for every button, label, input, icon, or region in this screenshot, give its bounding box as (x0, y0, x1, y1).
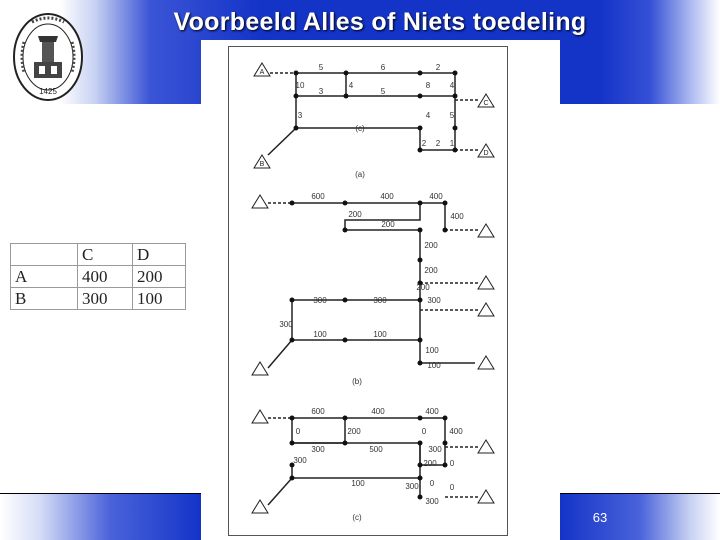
svg-text:4: 4 (425, 111, 431, 120)
panel-b-caption: (b) (352, 377, 362, 386)
svg-text:100: 100 (373, 330, 387, 339)
svg-text:300: 300 (279, 320, 293, 329)
svg-text:300: 300 (425, 497, 439, 506)
svg-text:3: 3 (297, 111, 303, 120)
svg-text:D: D (483, 150, 489, 157)
svg-text:4: 4 (449, 81, 455, 90)
svg-text:200: 200 (423, 459, 437, 468)
svg-text:0: 0 (449, 483, 455, 492)
svg-text:A: A (259, 69, 265, 76)
panel-c-caption: (c) (352, 513, 362, 522)
svg-text:200: 200 (424, 266, 438, 275)
svg-text:100: 100 (351, 479, 365, 488)
svg-text:400: 400 (425, 407, 439, 416)
svg-text:300: 300 (293, 456, 307, 465)
svg-text:300: 300 (311, 445, 325, 454)
svg-text:200: 200 (416, 283, 430, 292)
svg-text:400: 400 (429, 192, 443, 201)
svg-text:300: 300 (405, 482, 419, 491)
svg-text:0: 0 (449, 459, 455, 468)
svg-text:400: 400 (449, 427, 463, 436)
svg-text:5: 5 (318, 63, 324, 72)
panel-a-caption: (a) (355, 170, 365, 179)
table-cell (11, 244, 78, 266)
svg-text:B: B (259, 161, 265, 168)
university-seal-logo (12, 12, 84, 102)
svg-text:600: 600 (311, 192, 325, 201)
svg-text:8: 8 (425, 81, 431, 90)
table-cell: A (11, 266, 78, 288)
network-figure (201, 40, 560, 540)
table-cell: 400 (78, 266, 133, 288)
svg-text:(c): (c) (355, 124, 365, 133)
svg-text:600: 600 (311, 407, 325, 416)
slide-title: Voorbeeld Alles of Niets toedeling (173, 8, 587, 36)
svg-text:1: 1 (449, 139, 455, 148)
svg-text:C: C (483, 100, 489, 107)
svg-text:2: 2 (421, 139, 427, 148)
svg-text:0: 0 (295, 427, 301, 436)
svg-text:100: 100 (313, 330, 327, 339)
table-cell: B (11, 288, 78, 310)
svg-text:300: 300 (313, 296, 327, 305)
svg-text:5: 5 (380, 87, 386, 96)
slide-number: 63 (592, 510, 608, 525)
svg-text:100: 100 (427, 361, 441, 370)
svg-text:500: 500 (369, 445, 383, 454)
svg-text:300: 300 (373, 296, 387, 305)
table-cell: D (133, 244, 186, 266)
od-demand-table (10, 243, 186, 310)
svg-text:400: 400 (380, 192, 394, 201)
svg-text:200: 200 (347, 427, 361, 436)
svg-text:6: 6 (380, 63, 386, 72)
svg-text:200: 200 (424, 241, 438, 250)
table-cell: 200 (133, 266, 186, 288)
svg-text:1425: 1425 (39, 87, 57, 96)
svg-text:4: 4 (348, 81, 354, 90)
svg-text:300: 300 (427, 296, 441, 305)
svg-text:2: 2 (435, 63, 441, 72)
svg-text:200: 200 (381, 220, 395, 229)
table-cell: 300 (78, 288, 133, 310)
svg-text:100: 100 (425, 346, 439, 355)
svg-text:200: 200 (348, 210, 362, 219)
table-row (11, 244, 186, 266)
svg-text:400: 400 (371, 407, 385, 416)
svg-text:3: 3 (318, 87, 324, 96)
table-cell: C (78, 244, 133, 266)
table-cell: 100 (133, 288, 186, 310)
table-row (11, 288, 186, 310)
svg-text:300: 300 (428, 445, 442, 454)
table-row (11, 266, 186, 288)
svg-text:5: 5 (449, 111, 455, 120)
svg-text:0: 0 (429, 479, 435, 488)
svg-text:10: 10 (295, 81, 305, 90)
svg-text:2: 2 (435, 139, 441, 148)
svg-text:0: 0 (421, 427, 427, 436)
svg-text:400: 400 (450, 212, 464, 221)
